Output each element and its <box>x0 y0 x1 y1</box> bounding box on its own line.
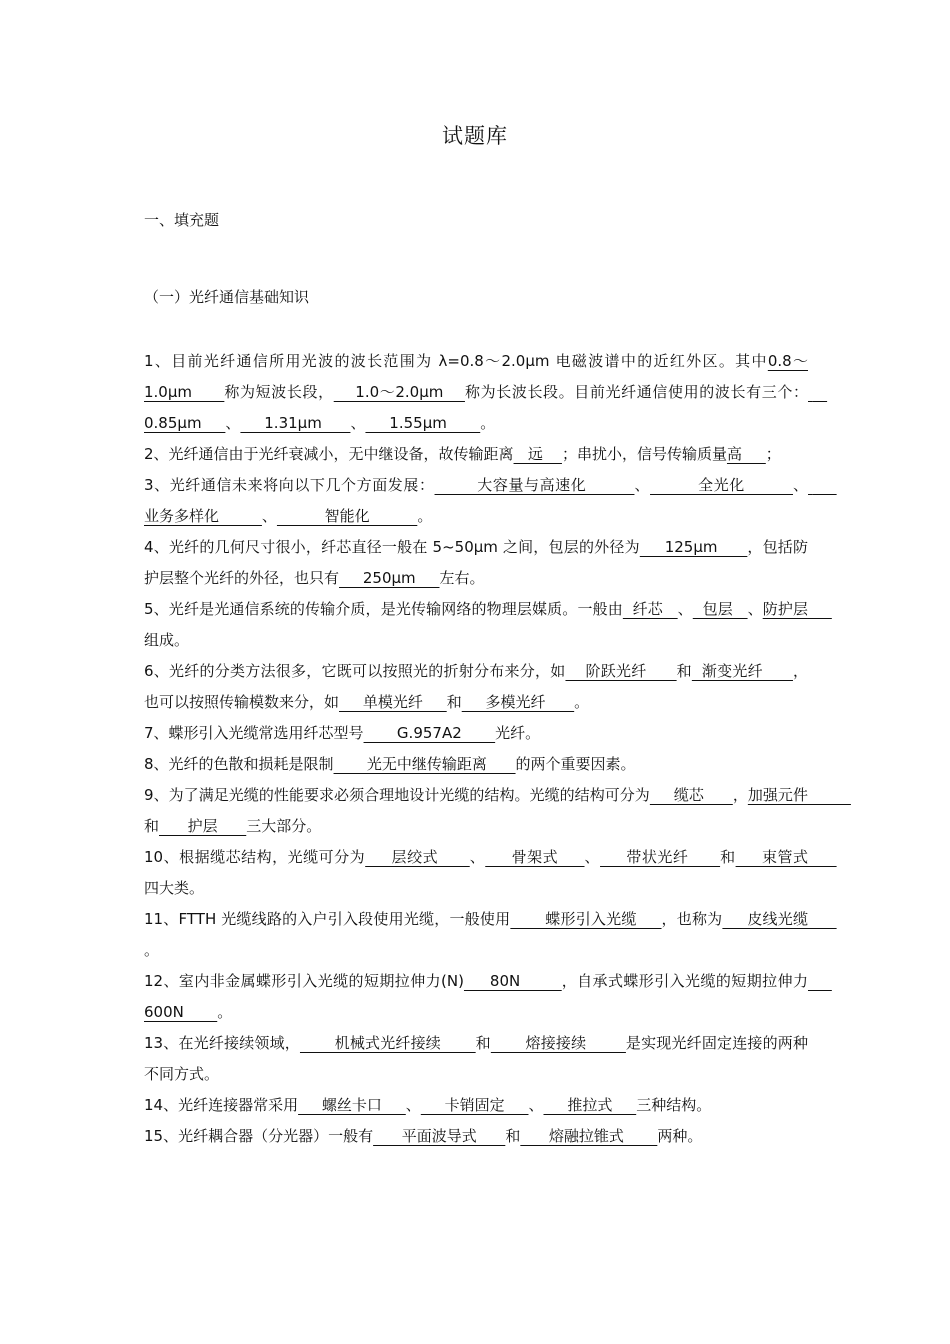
question-text: 和 <box>475 1034 491 1052</box>
answer-blank: 1.0～2.0μm <box>333 383 465 401</box>
subsection-heading: （一）光纤通信基础知识 <box>144 288 310 306</box>
answer-blank: 骨架式 <box>485 848 585 866</box>
question-text: 7、蝶形引入光缆常选用纤芯型号 <box>144 724 364 742</box>
question-text: 的两个重要因素。 <box>515 755 636 773</box>
question-text: 5、光纤是光通信系统的传输介质，是光传输网络的物理层媒质。一般由 <box>144 600 623 618</box>
answer-blank: 渐变光纤 <box>691 662 793 680</box>
question-text: 和 <box>505 1127 521 1145</box>
question-text: 。 <box>144 941 160 959</box>
question-text: 2、光纤通信由于光纤衰减小，无中继设备，故传输距离 <box>144 445 514 463</box>
question-text: 称为短波长段， <box>224 383 334 401</box>
question-text: 15、光纤耦合器（分光器）一般有 <box>144 1127 374 1145</box>
question-text: 光纤。 <box>495 724 541 742</box>
question-text: 、 <box>261 507 277 525</box>
question-text: 。 <box>480 414 496 432</box>
question-text: 组成。 <box>144 631 190 649</box>
question-text: 12、室内非金属蝶形引入光缆的短期拉伸力(N) <box>144 972 464 990</box>
answer-blank: 平面波导式 <box>373 1127 506 1145</box>
question-text: 。 <box>217 1003 233 1021</box>
answer-blank: 业务多样化 <box>144 476 837 525</box>
question-text: 13、在光纤接续领域， <box>144 1034 300 1052</box>
question-text: 两种。 <box>657 1127 703 1145</box>
question-text: 称为长波长段。目前光纤通信使用的波长有三个： <box>464 383 808 401</box>
answer-blank: 1.55μm <box>365 414 481 432</box>
answer-blank: 包层 <box>692 600 748 618</box>
question-list <box>144 346 851 1152</box>
question-item <box>144 532 808 594</box>
question-text: ，自承式蝶形引入光缆的短期拉伸力 <box>561 972 808 990</box>
question-text: 4、光纤的几何尺寸很小，纤芯直径一般在 5~50μm 之间，包层的外径为 <box>144 538 640 556</box>
question-text: 和 <box>446 693 462 711</box>
question-text: 和 <box>720 848 736 866</box>
answer-blank: 层绞式 <box>365 848 470 866</box>
answer-blank: 光无中继传输距离 <box>333 755 516 773</box>
question-text: 和 <box>144 817 160 835</box>
answer-blank: G.957A2 <box>363 724 496 742</box>
question-item <box>144 594 832 656</box>
question-item <box>144 1028 808 1090</box>
answer-blank: 0.8～1.0μm <box>144 352 808 401</box>
question-text: 、 <box>528 1096 544 1114</box>
question-item <box>144 842 837 904</box>
question-text: 、 <box>677 600 693 618</box>
question-text: 6、光纤的分类方法很多，它既可以按照光的折射分布来分，如 <box>144 662 566 680</box>
question-text: 。 <box>417 507 433 525</box>
answer-blank: 250μm <box>339 569 440 587</box>
section-heading: 一、填充题 <box>144 211 220 229</box>
answer-blank: 大容量与高速化 <box>434 476 635 494</box>
question-text: 1、目前光纤通信所用光波的波长范围为 λ=0.8～2.0μm 电磁波谱中的近红外区。其中 <box>144 352 768 370</box>
answer-blank: 机械式光纤接续 <box>299 1034 476 1052</box>
question-text: 、 <box>792 476 808 494</box>
question-text: 是实现光纤固定连接的两种不同方式。 <box>144 1034 808 1083</box>
answer-blank: 600N <box>144 972 832 1021</box>
question-text: 三大部分。 <box>246 817 322 835</box>
answer-blank: 熔融拉锥式 <box>520 1127 658 1145</box>
answer-blank: 缆芯 <box>649 786 733 804</box>
question-text: 3、光纤通信未来将向以下几个方面发展： <box>144 476 435 494</box>
answer-blank: 单模光纤 <box>339 693 447 711</box>
question-item <box>144 718 808 749</box>
answer-blank: 高 <box>726 445 766 463</box>
question-text: ； <box>765 445 781 463</box>
question-text: 、 <box>469 848 486 866</box>
question-text: 9、为了满足光缆的性能要求必须合理地设计光缆的结构。光缆的结构可分为 <box>144 786 650 804</box>
question-item <box>144 470 837 532</box>
answer-blank: 防护层 <box>762 600 832 618</box>
question-text: 、 <box>584 848 601 866</box>
question-text: 。 <box>574 693 590 711</box>
question-text: 三种结构。 <box>636 1096 712 1114</box>
answer-blank: 螺丝卡口 <box>298 1096 406 1114</box>
answer-blank: 125μm <box>639 538 748 556</box>
question-text: ， <box>732 786 748 804</box>
question-text: 14、光纤连接器常采用 <box>144 1096 299 1114</box>
page-title: 试题库 <box>442 124 508 148</box>
question-item <box>144 966 832 1028</box>
question-item <box>144 749 808 780</box>
question-text: 、 <box>405 1096 421 1114</box>
answer-blank: 束管式 <box>735 848 837 866</box>
question-text: ，也可以按照传输模数来分，如 <box>144 662 808 711</box>
question-text: ，也称为 <box>661 910 723 928</box>
question-text: 和 <box>676 662 692 680</box>
answer-blank: 护层 <box>159 817 247 835</box>
answer-blank: 蝶形引入光缆 <box>510 910 662 928</box>
question-item <box>144 904 837 966</box>
question-text: 、 <box>747 600 763 618</box>
answer-blank: 带状光纤 <box>600 848 721 866</box>
answer-blank: 全光化 <box>650 476 793 494</box>
question-item <box>144 1121 808 1152</box>
answer-blank: 阶跃光纤 <box>565 662 677 680</box>
answer-blank: 1.31μm <box>240 414 351 432</box>
question-text: ，包括防护层整个光纤的外径，也只有 <box>144 538 808 587</box>
question-text: 、 <box>225 414 241 432</box>
question-item <box>144 1090 808 1121</box>
answer-blank: 纤芯 <box>622 600 678 618</box>
answer-blank: 皮线光缆 <box>722 910 837 928</box>
answer-blank: 智能化 <box>276 507 418 525</box>
answer-blank: 卡销固定 <box>420 1096 529 1114</box>
answer-blank: 多模光纤 <box>461 693 575 711</box>
question-text: 四大类。 <box>144 879 205 897</box>
answer-blank: 熔接接续 <box>490 1034 626 1052</box>
answer-blank: 远 <box>513 445 562 463</box>
answer-blank: 80N <box>463 972 562 990</box>
answer-blank: 加强元件 <box>747 786 851 804</box>
answer-blank: 0.85μm <box>144 383 828 432</box>
question-item <box>144 780 851 842</box>
question-text: 8、光纤的色散和损耗是限制 <box>144 755 334 773</box>
answer-blank: 推拉式 <box>543 1096 637 1114</box>
question-text: 、 <box>634 476 651 494</box>
question-text: 10、根据缆芯结构，光缆可分为 <box>144 848 366 866</box>
question-text: 左右。 <box>439 569 485 587</box>
question-text: ；串扰小，信号传输质量 <box>561 445 727 463</box>
question-text: 11、FTTH 光缆线路的入户引入段使用光缆，一般使用 <box>144 910 511 928</box>
question-text: 、 <box>350 414 366 432</box>
question-item <box>144 656 808 718</box>
question-item <box>144 439 808 470</box>
question-item <box>144 346 828 439</box>
